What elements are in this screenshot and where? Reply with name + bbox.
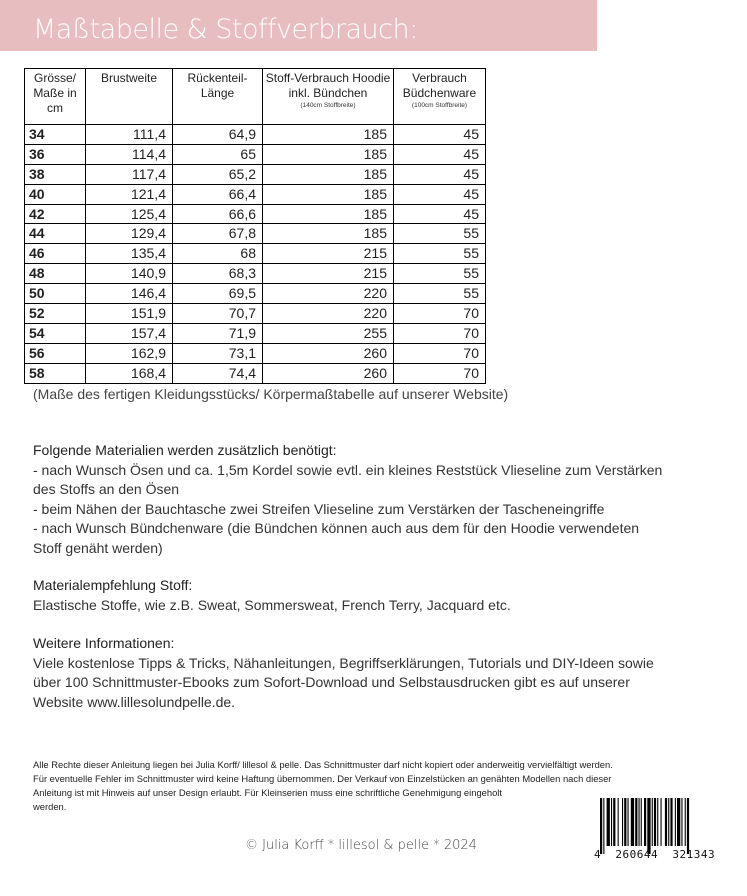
cell-cuff-usage: 70: [394, 343, 486, 363]
barcode-bar: [657, 798, 658, 846]
cell-chest: 114,4: [86, 144, 173, 164]
cell-cuff-usage: 45: [394, 164, 486, 184]
table-row: [25, 363, 486, 383]
cell-chest: 117,4: [86, 164, 173, 184]
cell-back-length: 67,8: [173, 224, 263, 244]
cell-fabric-usage: 185: [263, 204, 394, 224]
cell-fabric-usage: 185: [263, 144, 394, 164]
legal-line: werden.: [33, 801, 67, 812]
table-row: [25, 323, 486, 343]
copyright: © Julia Korff * lillesol & pelle * 2024: [245, 838, 477, 853]
header-size: Grösse/ Maße in cm: [25, 69, 86, 125]
cell-back-length: 71,9: [173, 323, 263, 343]
cell-chest: 140,9: [86, 264, 173, 284]
cell-fabric-usage: 255: [263, 323, 394, 343]
cell-fabric-usage: 260: [263, 343, 394, 363]
cell-cuff-usage: 45: [394, 184, 486, 204]
cell-size: 38: [25, 164, 86, 184]
info-section: [33, 634, 654, 712]
materials-line: Stoff genäht werden): [33, 539, 163, 556]
cell-back-length: 73,1: [173, 343, 263, 363]
header-band: [0, 0, 597, 51]
cell-chest: 146,4: [86, 284, 173, 304]
header-chest: Brustweite: [86, 69, 173, 125]
barcode-bar: [681, 798, 682, 846]
cell-cuff-usage: 45: [394, 204, 486, 224]
cell-cuff-usage: 55: [394, 244, 486, 264]
barcode-bar: [600, 798, 602, 854]
barcode-bar: [628, 798, 629, 846]
materials-line: - beim Nähen der Bauchtasche zwei Streifen Vlieseline zum Verstärken der Tascheneingriffe: [33, 500, 605, 517]
barcode-bar: [607, 798, 610, 846]
table-row: [25, 343, 486, 363]
info-line: Website www.lillesolundpelle.de.: [33, 693, 236, 710]
barcode-bar: [687, 798, 689, 854]
cell-cuff-usage: 45: [394, 125, 486, 145]
cell-cuff-usage: 45: [394, 144, 486, 164]
cell-back-length: 66,4: [173, 184, 263, 204]
barcode-bar: [644, 798, 646, 846]
cell-back-length: 68: [173, 244, 263, 264]
cell-size: 58: [25, 363, 86, 383]
legal-notice: [33, 758, 693, 814]
barcode-bar: [677, 798, 680, 846]
barcode-bar: [685, 798, 686, 846]
barcode-bar: [639, 798, 640, 846]
cell-cuff-usage: 55: [394, 224, 486, 244]
cell-chest: 168,4: [86, 363, 173, 383]
cell-back-length: 64,9: [173, 125, 263, 145]
barcode-bar: [618, 798, 619, 846]
barcode-bar: [624, 798, 626, 846]
barcode-bar: [603, 798, 604, 854]
cell-back-length: 70,7: [173, 304, 263, 324]
cell-size: 36: [25, 144, 86, 164]
barcode-bar: [668, 798, 669, 846]
cell-fabric-usage: 185: [263, 125, 394, 145]
cell-cuff-usage: 55: [394, 284, 486, 304]
fabric-section: [33, 576, 511, 615]
materials-section: [33, 441, 662, 558]
cell-chest: 157,4: [86, 323, 173, 343]
info-title: Weitere Informationen:: [33, 635, 175, 651]
cell-fabric-usage: 220: [263, 284, 394, 304]
cell-back-length: 66,6: [173, 204, 263, 224]
barcode-bar: [622, 798, 623, 846]
cell-size: 54: [25, 323, 86, 343]
cell-fabric-usage: 185: [263, 224, 394, 244]
cell-back-length: 69,5: [173, 284, 263, 304]
table-row: [25, 224, 486, 244]
cell-fabric-usage: 185: [263, 164, 394, 184]
table-row: [25, 284, 486, 304]
barcode-bar: [647, 798, 650, 854]
info-line: Viele kostenlose Tipps & Tricks, Nähanleitungen, Begriffserklärungen, Tutorials und DIY-Ideen sowie: [33, 654, 654, 671]
cell-back-length: 74,4: [173, 363, 263, 383]
cell-fabric-usage: 185: [263, 184, 394, 204]
legal-line: Alle Rechte dieser Anleitung liegen bei Julia Korff/ lillesol & pelle. Das Schnittmuster darf nicht kopiert oder anderweitig vervielfältigt werden.: [33, 759, 613, 770]
cell-size: 46: [25, 244, 86, 264]
cell-chest: 151,9: [86, 304, 173, 324]
barcode-bar: [635, 798, 637, 846]
table-row: [25, 184, 486, 204]
header-cuff-usage: Verbrauch Büdchenware (100cm Stoffbreite): [394, 69, 486, 125]
barcode-bar: [654, 798, 656, 846]
cell-chest: 111,4: [86, 125, 173, 145]
fabric-title: Materialempfehlung Stoff:: [33, 577, 193, 593]
barcode-bar: [675, 798, 676, 846]
cell-fabric-usage: 215: [263, 264, 394, 284]
barcode-bar: [661, 798, 662, 846]
cell-cuff-usage: 70: [394, 304, 486, 324]
cell-size: 34: [25, 125, 86, 145]
cell-back-length: 68,3: [173, 264, 263, 284]
barcode-bar: [652, 798, 653, 846]
cell-chest: 162,9: [86, 343, 173, 363]
cell-size: 42: [25, 204, 86, 224]
table-row: [25, 244, 486, 264]
cell-fabric-usage: 260: [263, 363, 394, 383]
table-row: [25, 144, 486, 164]
table-row: [25, 204, 486, 224]
cell-chest: 121,4: [86, 184, 173, 204]
legal-line: Anleitung ist mit Hinweis auf unser Design erlaubt. Für Kleinserien muss eine schriftliche Genehmigung eingeholt: [33, 787, 502, 798]
table-row: [25, 125, 486, 145]
cell-chest: 129,4: [86, 224, 173, 244]
cell-back-length: 65: [173, 144, 263, 164]
table-header-row: [25, 69, 486, 125]
header-fabric-usage: Stoff-Verbrauch Hoodie inkl. Bündchen (140cm Stoffbreite): [263, 69, 394, 125]
table-row: [25, 304, 486, 324]
table-row: [25, 164, 486, 184]
barcode-bar: [641, 798, 642, 846]
cell-chest: 135,4: [86, 244, 173, 264]
cell-size: 50: [25, 284, 86, 304]
barcode-bar: [670, 798, 672, 846]
barcode-bar: [613, 798, 615, 846]
materials-line: des Stoffs an den Ösen: [33, 481, 180, 497]
fabric-line: Elastische Stoffe, wie z.B. Sweat, Sommersweat, French Terry, Jacquard etc.: [33, 596, 511, 613]
table-footnote: (Maße des fertigen Kleidungsstücks/ Körpermaßtabelle auf unserer Website): [33, 386, 509, 402]
table-row: [25, 264, 486, 284]
header-back-length: Rückenteil- Länge: [173, 69, 263, 125]
materials-line: - nach Wunsch Ösen und ca. 1,5m Kordel sowie evtl. ein kleines Reststück Vlieseline zum Verstärken: [33, 461, 663, 478]
size-table: [24, 68, 486, 384]
materials-title: Folgende Materialien werden zusätzlich benötigt:: [33, 442, 337, 458]
cell-cuff-usage: 55: [394, 264, 486, 284]
cell-cuff-usage: 70: [394, 363, 486, 383]
cell-size: 44: [25, 224, 86, 244]
cell-size: 40: [25, 184, 86, 204]
barcode-bar: [665, 798, 667, 846]
cell-back-length: 65,2: [173, 164, 263, 184]
legal-line: Für eventuelle Fehler im Schnittmuster wird keine Haftung übernommen. Der Verkauf von Einzelstücken an genähten Modellen nach dieser: [33, 773, 612, 784]
materials-line: - nach Wunsch Bündchenware (die Bündchen können auch aus dem für den Hoodie verwendeten: [33, 520, 640, 536]
cell-fabric-usage: 215: [263, 244, 394, 264]
cell-size: 56: [25, 343, 86, 363]
info-line: über 100 Schnittmuster-Ebooks zum Sofort-Download und Selbstausdrucken gibt es auf unserer: [33, 674, 630, 690]
cell-chest: 125,4: [86, 204, 173, 224]
page-title: Maßtabelle & Stoffverbrauch:: [33, 14, 418, 45]
barcode-digits: 4 260644 321343: [594, 848, 716, 861]
barcode-bar: [611, 798, 612, 846]
cell-fabric-usage: 220: [263, 304, 394, 324]
cell-cuff-usage: 70: [394, 323, 486, 343]
barcode-bar: [631, 798, 634, 846]
cell-size: 48: [25, 264, 86, 284]
cell-size: 52: [25, 304, 86, 324]
